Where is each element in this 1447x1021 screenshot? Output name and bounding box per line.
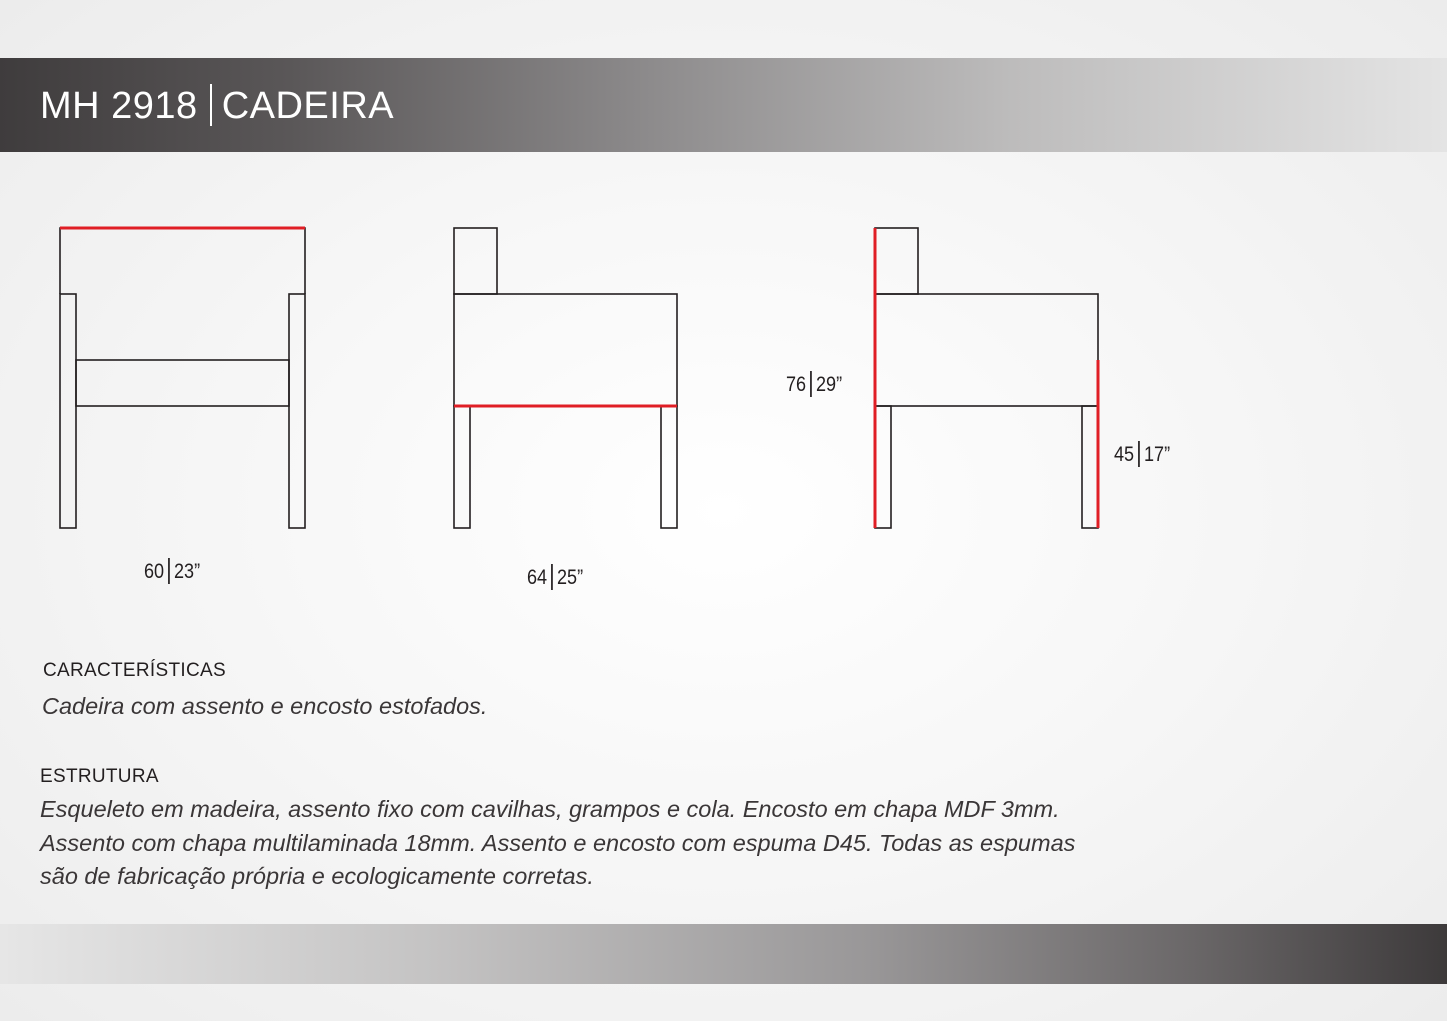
side-body (454, 294, 677, 406)
footer-bar (0, 924, 1447, 984)
features-text: Cadeira com assento e encosto estofados. (42, 693, 488, 719)
front-width-label (144, 558, 200, 584)
structure-line: Esqueleto em madeira, assento fixo com cavilhas, grampos e cola. Encosto em chapa MDF 3mm. (40, 796, 1060, 822)
front-width-cm: 60 (144, 560, 165, 583)
front-right-leg (289, 294, 305, 528)
side-view (454, 228, 677, 528)
seat-height-label (1114, 441, 1170, 467)
front-seat (76, 360, 289, 406)
height-front-leg (1082, 406, 1098, 528)
seat-height-cm: 45 (1114, 443, 1135, 466)
dimension-separator (551, 564, 552, 590)
front-backrest-outline (60, 228, 305, 294)
total-height-cm: 76 (786, 373, 807, 396)
front-view (60, 228, 305, 528)
height-view (875, 228, 1098, 528)
dimension-separator (810, 371, 811, 397)
seat-height-inches: 17” (1143, 443, 1171, 466)
features-heading: CARACTERÍSTICAS (43, 660, 226, 681)
dimension-separator (1138, 441, 1139, 467)
total-height-label (786, 371, 842, 397)
dimension-separator (168, 558, 169, 584)
side-backrest (454, 228, 497, 294)
structure-line: Assento com chapa multilaminada 18mm. Assento e encosto com espuma D45. Todas as espumas (40, 829, 1076, 856)
product-name: CADEIRA (221, 85, 395, 127)
structure-text (40, 793, 1075, 894)
structure-line: são de fabricação própria e ecologicamente corretas. (40, 863, 594, 889)
height-back-leg (875, 406, 891, 528)
height-backrest (875, 228, 918, 294)
side-depth-cm: 64 (527, 566, 548, 589)
product-code: MH 2918 (40, 85, 198, 127)
front-left-leg (60, 294, 76, 528)
structure-heading: ESTRUTURA (40, 766, 159, 787)
front-width-inches: 23” (173, 560, 201, 583)
side-depth-inches: 25” (556, 566, 584, 589)
side-back-leg (454, 406, 470, 528)
side-front-leg (661, 406, 677, 528)
total-height-inches: 29” (815, 373, 843, 396)
height-body (875, 294, 1098, 406)
side-depth-label (527, 564, 583, 590)
